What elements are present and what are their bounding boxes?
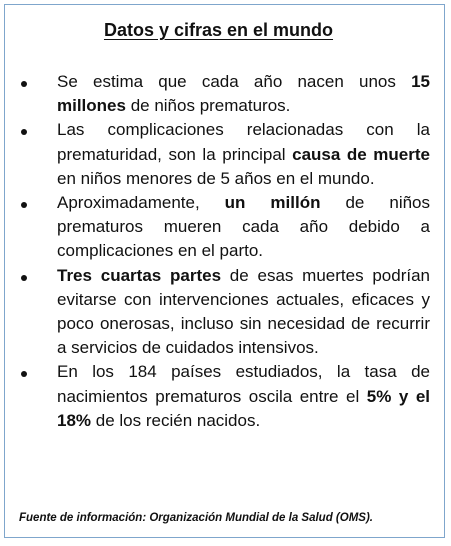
bullet-icon bbox=[21, 129, 27, 135]
bullet-icon bbox=[21, 202, 27, 208]
fact-item: En los 184 países estudiados, la tasa de nacimientos prematuros oscila entre el 5% y el 18% de los recién nacidos. bbox=[5, 360, 444, 433]
fact-item: Tres cuartas partes de esas muertes podrían evitarse con intervenciones actuales, eficaces y poco onerosas, incluso sin necesidad de recurrir a servicios de cuidados intensivos. bbox=[5, 264, 444, 361]
fact-item: Las complicaciones relacionadas con la prematuridad, son la principal causa de muerte en niños menores de 5 años en el mundo. bbox=[5, 118, 444, 191]
fact-item: Aproximadamente, un millón de niños prematuros mueren cada año debido a complicaciones en el parto. bbox=[5, 191, 444, 264]
bullet-icon bbox=[21, 371, 27, 377]
fact-item: Se estima que cada año nacen unos 15 millones de niños prematuros. bbox=[5, 70, 444, 118]
bullet-icon bbox=[21, 275, 27, 281]
info-card bbox=[4, 4, 445, 538]
bullet-icon bbox=[21, 81, 27, 87]
card-title-text: Datos y cifras en el mundo bbox=[103, 20, 334, 40]
source-note: Fuente de información: Organización Mundial de la Salud (OMS). bbox=[19, 512, 373, 524]
facts-list bbox=[5, 70, 444, 433]
card-title bbox=[5, 18, 444, 42]
